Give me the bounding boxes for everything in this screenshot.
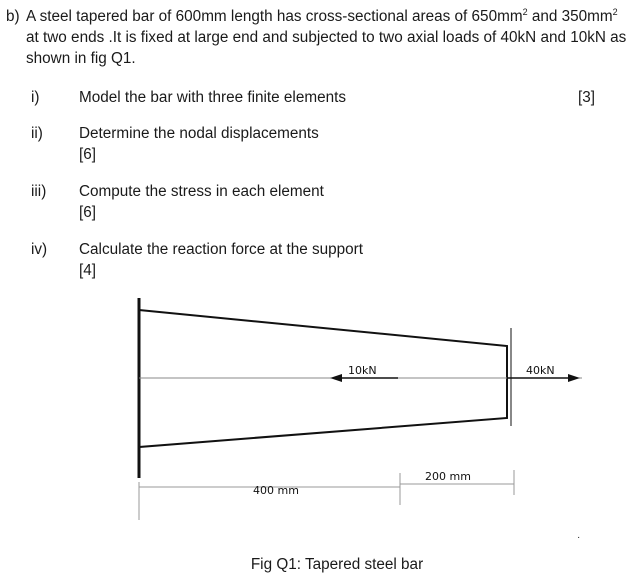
- problem-statement: [6, 6, 631, 69]
- question-text: Calculate the reaction force at the support: [79, 241, 364, 258]
- dimension-400mm-label: 400 mm: [253, 484, 299, 497]
- stray-mark: ·: [577, 532, 581, 543]
- question-number: ii): [31, 125, 43, 142]
- load-40kn-label: 40kN: [526, 364, 555, 377]
- question-text: Model the bar with three finite elements: [79, 89, 346, 106]
- question-marks: [6]: [79, 146, 97, 163]
- problem-label: b): [6, 8, 20, 25]
- question-number: iv): [31, 241, 48, 258]
- question-number: i): [31, 89, 40, 106]
- question-text: Determine the nodal displacements: [79, 125, 319, 142]
- figure-caption: Fig Q1: Tapered steel bar: [250, 556, 424, 573]
- question-number: iii): [31, 183, 47, 200]
- problem-text: A steel tapered bar of 600mm length has cross-sectional areas of $650mm^2$ and $350mm^2$ at two ends .It is fixed at large end and subjected to two axial loads of 40kN and 10kN as shown in fig Q1.: [26, 7, 627, 67]
- question-marks: [3]: [578, 89, 596, 106]
- superscript-squared: 2: [612, 7, 618, 17]
- dimension-200mm-label: 200 mm: [425, 470, 471, 483]
- tapered-bar-figure: [0, 290, 633, 530]
- superscript-squared: 2: [522, 7, 528, 17]
- question-marks: [6]: [79, 204, 97, 221]
- question-text: Compute the stress in each element: [79, 183, 324, 200]
- load-10kn-label: 10kN: [348, 364, 377, 377]
- question-marks: [4]: [79, 262, 97, 279]
